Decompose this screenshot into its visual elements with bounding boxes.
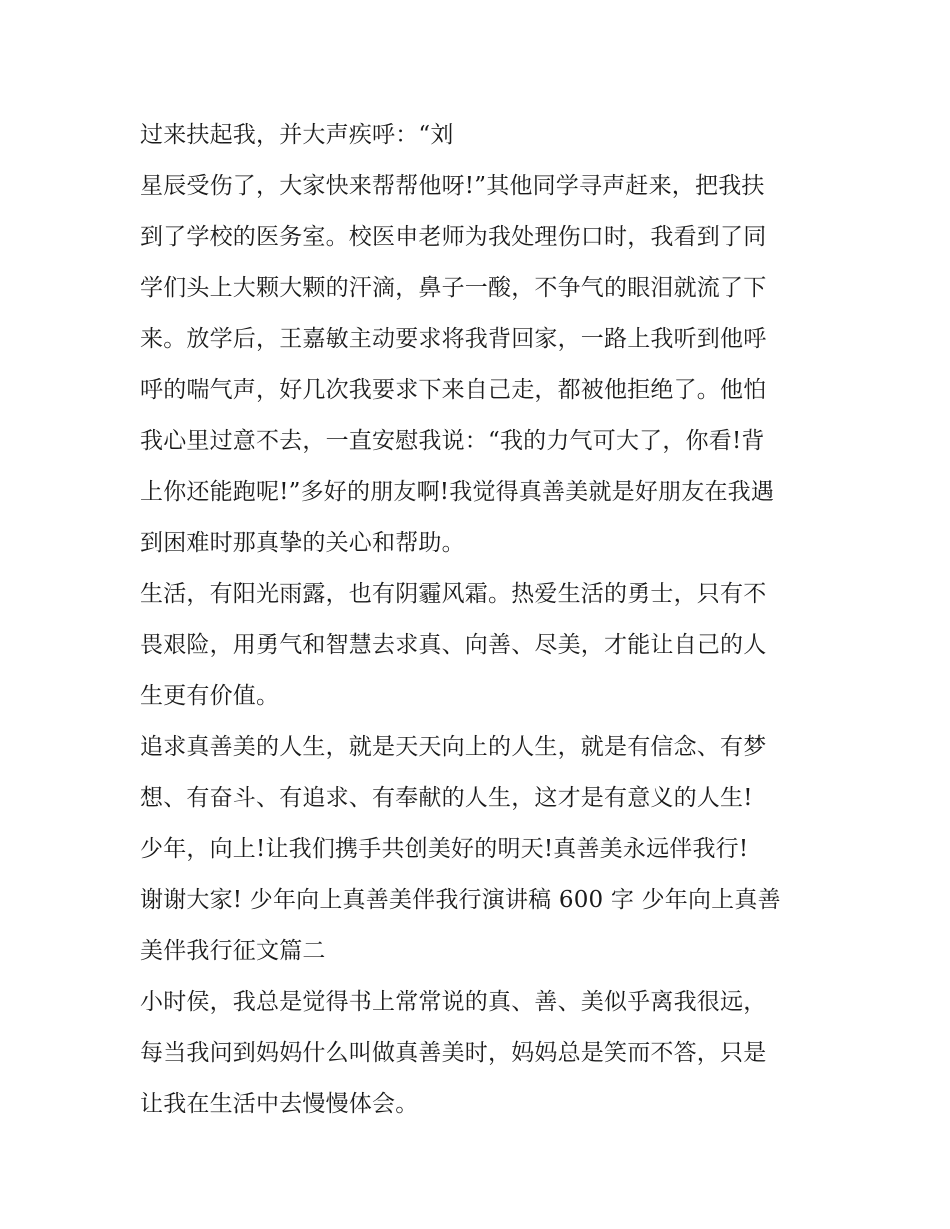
text-line: 过来扶起我，并大声疾呼：“刘 [140, 122, 454, 148]
text-line: 生活，有阳光雨露，也有阴霾风霜。热爱生活的勇士，只有不 [140, 581, 767, 607]
text-line: 到了学校的医务室。校医申老师为我处理伤口时，我看到了同 [140, 224, 767, 250]
text-line: 到困难时那真挚的关心和帮助。 [140, 530, 465, 556]
text-line: 学们头上大颗大颗的汗滴，鼻子一酸，不争气的眼泪就流了下 [140, 275, 767, 301]
text-line: 追求真善美的人生，就是天天向上的人生，就是有信念、有梦 [140, 734, 767, 760]
text-line: 上你还能跑呢!”多好的朋友啊!我觉得真善美就是好朋友在我遇 [140, 479, 775, 505]
text-line: 美伴我行征文篇二 [140, 938, 326, 964]
text-line: 呼的喘气声，好几次我要求下来自己走，都被他拒绝了。他怕 [140, 377, 767, 403]
text-line: 谢谢大家! 少年向上真善美伴我行演讲稿 600 字 少年向上真善 [140, 887, 781, 913]
text-line: 我心里过意不去，一直安慰我说：“我的力气可大了，你看!背 [140, 428, 765, 454]
text-line: 少年，向上!让我们携手共创美好的明天!真善美永远伴我行! [140, 836, 749, 862]
text-line: 小时侯，我总是觉得书上常常说的真、善、美似乎离我很远， [140, 989, 767, 1015]
document-body [140, 110, 812, 1130]
text-line: 想、有奋斗、有追求、有奉献的人生，这才是有意义的人生! [140, 785, 753, 811]
text-line: 让我在生活中去慢慢体会。 [140, 1091, 419, 1117]
text-line: 畏艰险，用勇气和智慧去求真、向善、尽美，才能让自己的人 [140, 632, 767, 658]
text-line: 来。放学后，王嘉敏主动要求将我背回家，一路上我听到他呼 [140, 326, 767, 352]
text-line: 生更有价值。 [140, 683, 280, 709]
text-line: 每当我问到妈妈什么叫做真善美时，妈妈总是笑而不答，只是 [140, 1040, 767, 1066]
text-line: 星辰受伤了，大家快来帮帮他呀!”其他同学寻声赶来，把我扶 [140, 173, 765, 199]
